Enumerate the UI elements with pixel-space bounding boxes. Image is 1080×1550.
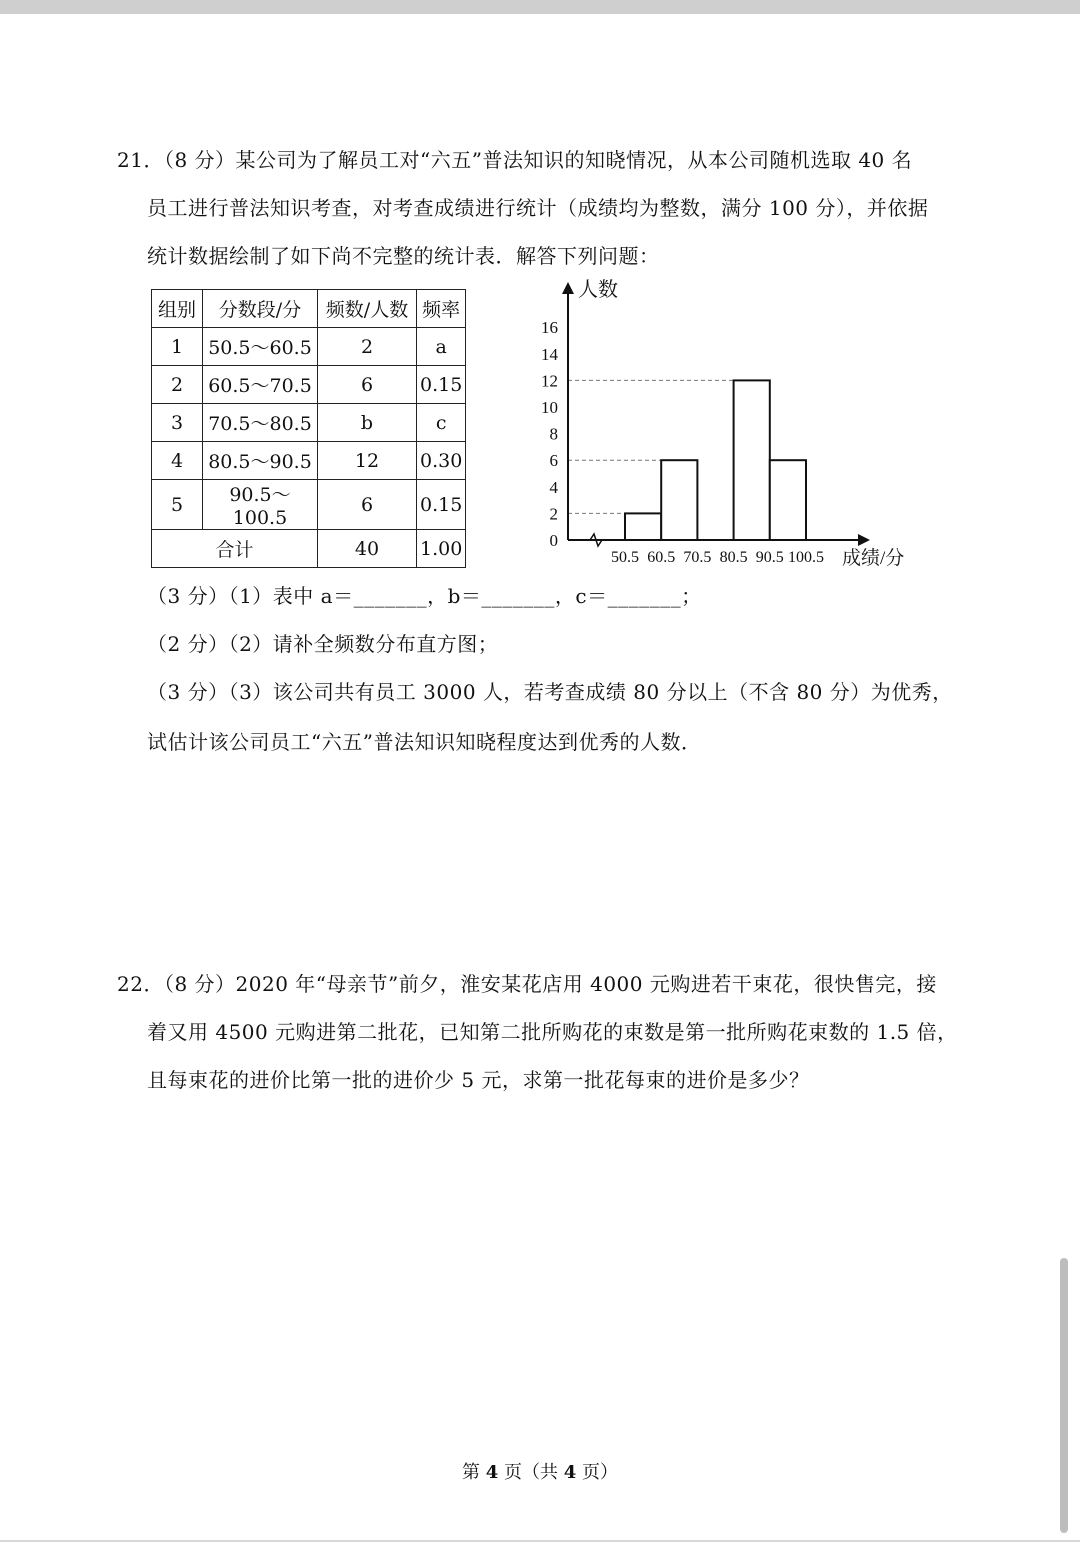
frequency-histogram — [520, 272, 930, 572]
x-tick-label: 90.5 — [755, 549, 784, 566]
q21-part-2: （2 分）（2）请补全频数分布直方图； — [147, 632, 499, 656]
x-axis-arrow — [858, 534, 870, 546]
page-bottom-divider — [0, 1540, 1080, 1542]
frequency-table — [151, 289, 466, 568]
table-cell: 6 — [318, 366, 417, 404]
footer-page-number: 4 — [485, 1462, 499, 1483]
y-tick-label: 0 — [549, 531, 558, 550]
histogram-bar — [661, 460, 697, 540]
y-tick-label: 6 — [549, 451, 558, 471]
histogram-bar — [625, 513, 661, 540]
y-axis-arrow — [562, 282, 574, 294]
footer-mid: 页（共 — [498, 1462, 564, 1483]
table-cell: 5 — [152, 480, 203, 530]
y-tick-label: 2 — [549, 504, 558, 524]
y-tick-label: 8 — [549, 424, 558, 444]
footer-total-pages: 4 — [563, 1462, 577, 1483]
q21-line-2: 员工进行普法知识考查，对考查成绩进行统计（成绩均为整数，满分 100 分），并依据 — [147, 196, 929, 220]
table-cell: 2 — [318, 328, 417, 366]
page-footer — [0, 1458, 1080, 1484]
footer-pre: 第 — [462, 1462, 486, 1483]
q21-line-3: 统计数据绘制了如下尚不完整的统计表．解答下列问题： — [147, 244, 660, 268]
y-tick-label: 16 — [541, 318, 558, 338]
total-count: 40 — [318, 530, 417, 568]
y-tick-label: 14 — [541, 344, 558, 364]
header-cell: 分数段/分 — [203, 290, 318, 328]
table-cell: 1 — [152, 328, 203, 366]
table-cell: a — [417, 328, 466, 366]
header-cell: 频数/人数 — [318, 290, 417, 328]
x-axis-title: 成绩/分 — [842, 548, 905, 569]
table-cell: 12 — [318, 442, 417, 480]
table-header-row — [152, 290, 466, 328]
table-cell: 50.5～60.5 — [203, 328, 318, 366]
table-row — [152, 404, 466, 442]
q22-line-1: 22．（8 分）2020 年“母亲节”前夕，淮安某花店用 4000 元购进若干束花，很快售完，接 — [117, 972, 937, 996]
viewer-top-bar — [0, 0, 1080, 14]
x-tick-label: 100.5 — [788, 549, 824, 566]
table-row — [152, 480, 466, 530]
q21-line-1: 21．（8 分）某公司为了解员工对“六五”普法知识的知晓情况，从本公司随机选取 40 名 — [117, 148, 913, 172]
q22-line-3: 且每束花的进价比第一批的进价少 5 元，求第一批花每束的进价是多少？ — [147, 1068, 810, 1092]
table-cell: 3 — [152, 404, 203, 442]
x-tick-label: 50.5 — [611, 549, 639, 566]
histogram-bar — [770, 460, 806, 540]
x-tick-label: 80.5 — [719, 549, 748, 566]
x-tick-label: 70.5 — [683, 549, 712, 566]
y-tick-label: 10 — [541, 398, 558, 417]
table-total-row — [152, 530, 466, 568]
table-cell: 70.5～80.5 — [203, 404, 318, 442]
total-label: 合计 — [152, 530, 318, 568]
q21-part-1: （3 分）（1）表中 a＝_______，b＝_______，c＝_______； — [147, 584, 702, 608]
q22-line-2: 着又用 4500 元购进第二批花，已知第二批所购花的束数是第一批所购花束数的 1.5 倍， — [147, 1020, 958, 1044]
footer-post: 页） — [576, 1462, 618, 1483]
q21-part-3: （3 分）（3）该公司共有员工 3000 人，若考查成绩 80 分以上（不含 80 分）为优秀， — [147, 680, 953, 704]
header-cell: 频率 — [417, 290, 466, 328]
table-cell: 60.5～70.5 — [203, 366, 318, 404]
table-cell: 2 — [152, 366, 203, 404]
histogram-bar — [734, 380, 770, 540]
table-cell: 0.15 — [417, 480, 466, 530]
total-frequency: 1.00 — [417, 530, 466, 568]
table-cell: 4 — [152, 442, 203, 480]
table-cell: 0.15 — [417, 366, 466, 404]
table-cell: 80.5～90.5 — [203, 442, 318, 480]
y-axis-title: 人数 — [578, 279, 618, 301]
y-tick-label: 4 — [549, 477, 558, 497]
table-cell: c — [417, 404, 466, 442]
table-cell: 90.5～100.5 — [203, 480, 318, 530]
table-row — [152, 366, 466, 404]
q21-part-3-cont: 试估计该公司员工“六五”普法知识知晓程度达到优秀的人数． — [147, 730, 702, 754]
x-tick-label: 60.5 — [647, 549, 676, 566]
table-cell: 0.30 — [417, 442, 466, 480]
table-cell: b — [318, 404, 417, 442]
scrollbar-thumb[interactable] — [1060, 1258, 1068, 1533]
table-row — [152, 442, 466, 480]
table-cell: 6 — [318, 480, 417, 530]
y-tick-label: 12 — [541, 371, 558, 391]
header-cell: 组别 — [152, 290, 203, 328]
table-row — [152, 328, 466, 366]
